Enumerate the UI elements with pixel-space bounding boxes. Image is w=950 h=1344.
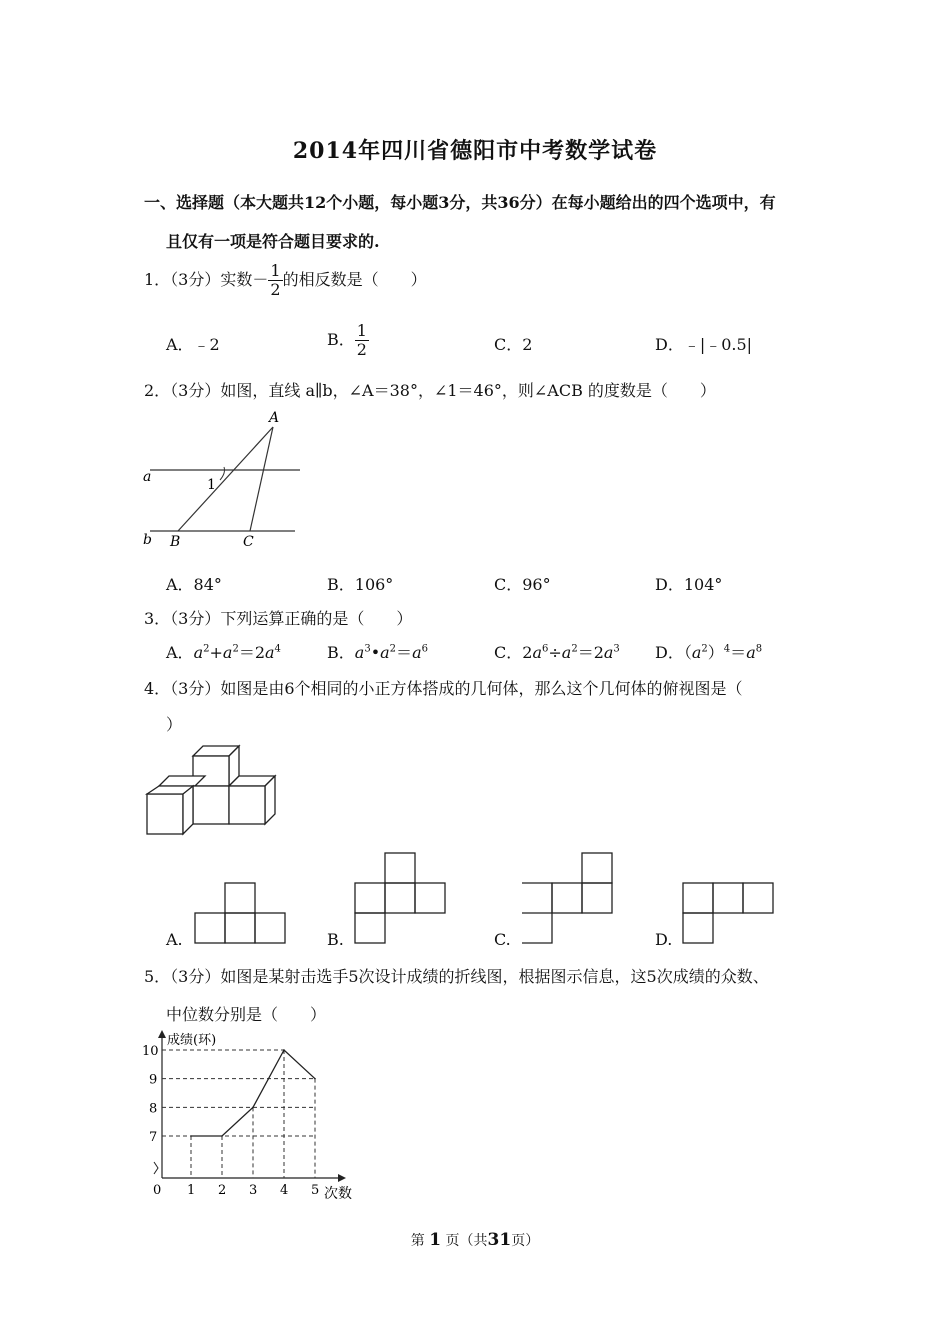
page-footer: [0, 1230, 950, 1250]
q2-figure: [140, 405, 310, 550]
q1-option-b-label: B．: [327, 330, 355, 349]
q1-suffix: 的相反数是（ ）: [282, 270, 427, 289]
axis-break: [154, 1162, 158, 1174]
q1-option-a[interactable]: A．﹣2: [166, 335, 220, 354]
q1-b-num: 1: [356, 321, 367, 340]
q3-option-c-label: C．: [494, 643, 523, 662]
q4-option-a-figure[interactable]: [195, 882, 287, 944]
page-title: 2014年四川省德阳市中考数学试卷: [292, 138, 658, 164]
question-4-cont: ）: [166, 715, 183, 734]
section-header: 一、选择题（本大题共12个小题，每小题3分，共36分）在每小题给出的四个选项中，有: [144, 193, 776, 212]
q1-fraction: [268, 262, 282, 299]
q2-option-a[interactable]: A．84°: [166, 575, 222, 594]
q4-option-a-label[interactable]: A.: [166, 930, 183, 949]
q1-option-d[interactable]: D．﹣|﹣0.5|: [655, 335, 753, 354]
q1-option-b-fraction: [355, 322, 369, 359]
label-1: 1: [207, 477, 216, 493]
question-2: 2．（3分）如图，直线 a∥b，∠A＝38°，∠1＝46°，则∠ACB 的度数是（ ）: [144, 381, 716, 400]
q4-option-c-figure[interactable]: [522, 852, 614, 944]
question-4: 4．（3分）如图是由6个相同的小正方体搭成的几何体，那么这个几何体的俯视图是（: [144, 679, 743, 698]
q2-option-d[interactable]: D．104°: [655, 575, 723, 594]
data-point-3: [252, 1107, 254, 1109]
label-b: b: [143, 532, 152, 548]
question-5-cont: 中位数分别是（ ）: [166, 1005, 327, 1024]
x-tick-5: 5: [311, 1183, 320, 1198]
front-left-side: [183, 786, 193, 834]
data-point-5: [314, 1078, 316, 1080]
q4-option-c-label[interactable]: C.: [494, 930, 511, 949]
q1-prefix: 1．（3分）实数－: [144, 270, 269, 289]
q3-option-a[interactable]: A．$a^2+a^2=2a^4$: [166, 643, 281, 662]
label-a: a: [143, 469, 152, 485]
q3-option-d[interactable]: D．$(a^2)^4=a^8$: [655, 643, 763, 662]
q4-option-d-figure[interactable]: [683, 882, 775, 944]
label-A: A: [269, 410, 280, 426]
q1-b-den: 2: [356, 340, 367, 359]
y-tick-7: 7: [149, 1130, 158, 1145]
q3-option-b-label: B．: [327, 643, 355, 662]
origin-label: 0: [153, 1183, 162, 1198]
footer-pre: 第: [410, 1233, 425, 1249]
q3-option-b[interactable]: B．$a^3•a^2=a^6$: [327, 643, 428, 662]
q4-option-b-figure[interactable]: [355, 852, 447, 944]
q3-option-a-label: A．: [166, 643, 194, 662]
label-B: B: [170, 534, 181, 550]
q2-option-b[interactable]: B．106°: [327, 575, 394, 594]
footer-page-number: 1: [429, 1230, 442, 1250]
x-tick-1: 1: [187, 1183, 196, 1198]
q1-frac-num: 1: [270, 261, 281, 280]
front-right: [229, 786, 265, 824]
data-point-4: [283, 1049, 285, 1051]
front-left: [147, 794, 183, 834]
question-5: 5．（3分）如图是某射击选手5次设计成绩的折线图，根据图示信息，这5次成绩的众数、: [144, 967, 769, 986]
angle-1-arc: [220, 467, 225, 480]
segment-AC: [250, 427, 273, 531]
y-tick-9: 9: [149, 1072, 158, 1088]
label-C: C: [243, 534, 254, 550]
q2-option-c[interactable]: C．96°: [494, 575, 551, 594]
q4-solid-figure: [145, 742, 280, 842]
x-tick-4: 4: [280, 1183, 289, 1198]
q3-option-c[interactable]: C．$2a^6\div a^2=2a^3$: [494, 643, 620, 662]
y-tick-8: 8: [149, 1101, 158, 1117]
x-axis-arrow: [338, 1174, 346, 1182]
y-axis-label: 成绩(环): [167, 1033, 217, 1048]
footer-total-pages: 31: [487, 1230, 512, 1250]
segment-AB: [178, 427, 273, 531]
q5-line-chart: [140, 1028, 370, 1203]
q4-option-d-label[interactable]: D.: [655, 930, 673, 949]
footer-mid: 页（共: [445, 1233, 488, 1249]
q1-option-c[interactable]: C．2: [494, 335, 533, 354]
y-tick-10: 10: [142, 1044, 159, 1059]
section-header-cont: 且仅有一项是符合题目要求的.: [166, 232, 380, 251]
question-1: [144, 262, 427, 299]
data-point-2: [221, 1135, 223, 1137]
question-3: 3．（3分）下列运算正确的是（ ）: [144, 609, 413, 628]
q3-option-d-label: D．: [655, 643, 684, 662]
y-axis-arrow: [158, 1030, 166, 1038]
q1-option-b[interactable]: [327, 322, 369, 359]
q1-frac-den: 2: [270, 280, 281, 299]
front-mid: [193, 786, 229, 824]
x-tick-3: 3: [249, 1183, 258, 1198]
q4-option-b-label[interactable]: B.: [327, 930, 344, 949]
x-tick-2: 2: [218, 1183, 227, 1198]
data-point-1: [190, 1135, 192, 1137]
footer-post: 页）: [511, 1233, 540, 1249]
x-axis-label: 次数: [324, 1186, 352, 1202]
